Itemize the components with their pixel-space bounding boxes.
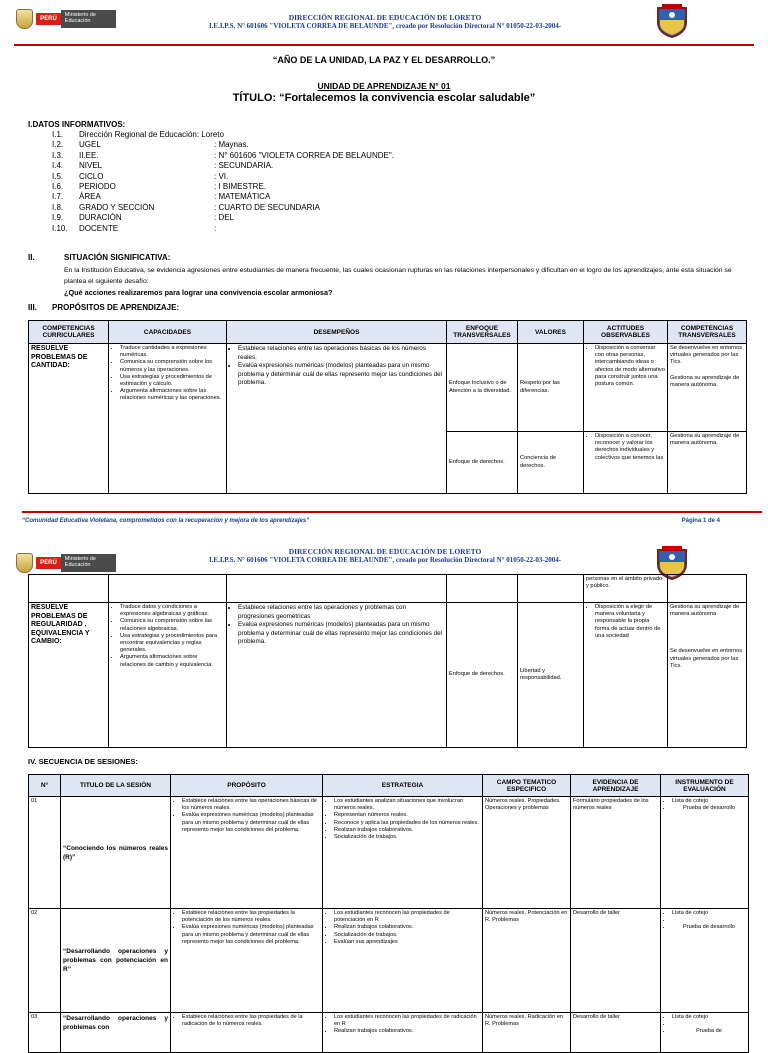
col-desempenos: DESEMPEÑOS bbox=[227, 321, 447, 344]
sesion-proposito-item: • Establece relaciones entre las propiedades de la radicación de lo números reales. bbox=[182, 1014, 320, 1028]
capacidad-item: • Traduce datos y condiciones a expresiones algebraicas y gráficas. bbox=[120, 604, 224, 618]
col-competencias: COMPETENCIAS CURRICULARES bbox=[29, 321, 109, 344]
sesion-row bbox=[29, 797, 749, 909]
enfoque-derechos-2: Enfoque de derechos. bbox=[447, 603, 518, 748]
col-enfoque: ENFOQUE TRANSVERSALES bbox=[447, 321, 518, 344]
datos-row-label: UGEL bbox=[79, 140, 101, 150]
datos-row bbox=[52, 130, 394, 140]
sesion-estrategia-item: • Los estudiantes reconocen las propiedades de potenciación en R bbox=[334, 910, 480, 924]
datos-row-value: : MATEMÁTICA bbox=[214, 192, 271, 202]
page-header bbox=[0, 0, 768, 44]
sesion-row bbox=[29, 1013, 749, 1053]
sesion-instrumento-list bbox=[663, 1014, 746, 1036]
datos-row-number: I.9. bbox=[52, 213, 64, 223]
actitud-derechos-text: • Disposición a conocer, reconocer y valorar los derechos individuales y colectivos que tenemos las bbox=[595, 433, 665, 462]
enfoque-inclusivo: Enfoque Inclusivo o de Atención a la diversidad. bbox=[447, 344, 518, 432]
comp-transversal-gestiona: Gestiona su aprendizaje de manera autónoma. bbox=[670, 374, 740, 388]
sesion-instrumento-item: • Prueba de desarrollo bbox=[672, 924, 746, 931]
valor-libertad: Libertad y responsabilidad. bbox=[518, 603, 584, 748]
sesion-estrategia-item: • Socialización de trabajos. bbox=[334, 932, 480, 939]
sesion-instrumento-item: • Lista de cotejo bbox=[672, 910, 746, 917]
actitud-elegir bbox=[584, 603, 668, 748]
sesion-instrumento bbox=[661, 797, 749, 909]
sesion-estrategia-item: • Realizan trabajos colaborativos. bbox=[334, 924, 480, 931]
cont-empty-5 bbox=[518, 575, 584, 603]
capacidades-regularidad bbox=[109, 603, 227, 748]
actitud-conversar bbox=[584, 344, 668, 432]
col-comp-transversales: COMPETENCIAS TRANSVERSALES bbox=[668, 321, 747, 344]
situacion-num: II. bbox=[28, 253, 35, 262]
datos-row bbox=[52, 140, 394, 150]
datos-row-number: I.4. bbox=[52, 161, 64, 171]
datos-row bbox=[52, 151, 394, 161]
col-actitudes: ACTITUDES OBSERVABLES bbox=[584, 321, 668, 344]
desempeno-item: • Evalúa expresiones numéricas (modelos) planteadas para un mismo problema y determinar cuál de ellas represento mejor las condiciones del problema. bbox=[238, 362, 444, 388]
situacion-question: ¿Qué acciones realizaremos para lograr una convivencia escolar armoniosa? bbox=[64, 288, 333, 297]
datos-row-value: : N° 601606 "VIOLETA CORREA DE BELAUNDE". bbox=[214, 150, 394, 160]
sesion-titulo: “Desarrollando operaciones y problemas con bbox=[61, 1013, 171, 1053]
sesion-proposito-list bbox=[173, 910, 320, 946]
actitud-conversar-text: • Disposición a conversar con otras personas, intercambiando ideas o afectos de modo alternativo para construir juntos una postura común. bbox=[595, 345, 665, 388]
sesion-estrategia-item: • Los estudiantes analizan situaciones que involucran números reales. bbox=[334, 798, 480, 812]
header-title-line1: DIRECCIÓN REGIONAL DE EDUCACIÓN DE LORETO bbox=[288, 547, 482, 556]
datos-row bbox=[52, 172, 394, 182]
datos-row bbox=[52, 192, 394, 202]
header-title bbox=[150, 14, 620, 30]
datos-row-value: : bbox=[214, 223, 217, 233]
col-estrategia: ESTRATEGIA bbox=[323, 775, 483, 797]
sesion-evidencia: Desarrollo de taller bbox=[571, 1013, 661, 1053]
sesion-instrumento bbox=[661, 1013, 749, 1053]
sesion-instrumento-list bbox=[663, 798, 746, 812]
sesion-campo: Números reales. Radicación en R. Problemas bbox=[483, 1013, 571, 1053]
sesion-campo: Números reales. Potenciación en R. Problemas bbox=[483, 909, 571, 1013]
peru-shield-icon bbox=[16, 553, 33, 573]
header-title-line2: I.E.I.P.S. N° 601606 "VIOLETA CORREA DE BELAUNDE", creado por Resolución Directoral N° 01050-22-03-2004- bbox=[208, 556, 562, 564]
datos-row-label: GRADO Y SECCIÓN bbox=[79, 202, 155, 212]
datos-row-value: : SECUNDARIA. bbox=[214, 161, 274, 171]
datos-row-value: : Maynas. bbox=[214, 140, 249, 150]
propositos-table bbox=[28, 320, 747, 494]
datos-row-label: NIVEL bbox=[79, 161, 103, 171]
cont-empty-7 bbox=[668, 575, 747, 603]
sesion-estrategia-item: • Realizan trabajos colaborativos. bbox=[334, 1028, 480, 1035]
sesion-instrumento bbox=[661, 909, 749, 1013]
propositos-table-cont bbox=[28, 574, 747, 748]
cont-empty-1 bbox=[29, 575, 109, 603]
datos-row bbox=[52, 203, 394, 213]
capacidad-item: • Comunica su comprensión sobre los números y las operaciones. bbox=[120, 359, 224, 373]
col-valores: VALORES bbox=[518, 321, 584, 344]
sesion-instrumento-item: • Lista de cotejo bbox=[672, 1014, 746, 1021]
capacidades-cantidad bbox=[109, 344, 227, 494]
footer-motto: “Comunidad Educativa Violetana, comprometidos con la recuperación y mejora de los aprendizajes” bbox=[22, 518, 310, 524]
minedu-logo-2 bbox=[16, 552, 116, 574]
sesion-proposito-list bbox=[173, 798, 320, 834]
capacidad-item: • Argumenta afirmaciones sobre las relaciones numéricas y las operaciones. bbox=[120, 388, 224, 402]
unidad-title: TÍTULO: “Fortalecemos la convivencia escolar saludable” bbox=[232, 92, 536, 104]
sesion-proposito-item: • Evalúa expresiones numéricas (modelos) planteadas para un mismo problema y determinar cuál de ellas represento mejor las condiciones del problema. bbox=[182, 812, 320, 834]
col-campo: CAMPO TEMATICO ESPECIFICO bbox=[483, 775, 571, 797]
comp-transversal-tics-2: Se desenvuelve en entornos virtuales generados por las Tics. bbox=[670, 648, 743, 669]
datos-row-label: DURACIÓN bbox=[79, 213, 122, 223]
competencia-regularidad: RESUELVE PROBLEMAS DE REGULARIDAD , EQUIVALENCIA Y CAMBIO: bbox=[29, 603, 109, 748]
comp-transversal-gestiona-2: Gestiona su aprendizaje de manera autónoma bbox=[670, 604, 740, 618]
year-motto: “AÑO DE LA UNIDAD, LA PAZ Y EL DESARROLLO.” bbox=[272, 55, 496, 65]
desempenos-cantidad bbox=[227, 344, 447, 494]
situacion-text: En la Institución Educativa, se evidencia agresiones entre estudiantes de manera frecuente, las cuales ocasionan rupturas en las relaciones interpersonales y dificultan en el logro de los aprendizajes, ante esta situación se plantea el siguiente desafío: bbox=[64, 267, 732, 285]
datos-row-value: : DEL bbox=[214, 213, 235, 223]
page-2 bbox=[0, 534, 768, 1035]
sesion-proposito bbox=[171, 1013, 323, 1053]
cont-empty-3 bbox=[227, 575, 447, 603]
sesion-instrumento-item: • Prueba de desarrollo bbox=[672, 805, 746, 812]
page-footer bbox=[22, 511, 762, 524]
peru-shield-icon bbox=[16, 9, 33, 29]
datos-row-label: II.EE. bbox=[79, 150, 99, 160]
sesion-instrumento-item bbox=[672, 1021, 746, 1028]
school-crest-icon bbox=[654, 2, 690, 38]
footer-page-number: Página 1 de 4 bbox=[681, 518, 720, 524]
capacidad-item: • Usa estrategias y procedimientos de estimación y cálculo. bbox=[120, 374, 224, 388]
datos-row-label: Dirección Regional de Educación: Loreto bbox=[79, 130, 224, 139]
cont-empty-2 bbox=[109, 575, 227, 603]
datos-row-label: DOCENTE bbox=[79, 223, 119, 233]
col-instrumento: INSTRUMENTO DE EVALUACIÓN bbox=[661, 775, 749, 797]
sesion-estrategia bbox=[323, 909, 483, 1013]
col-capacidades: CAPACIDADES bbox=[109, 321, 227, 344]
desempeno-item: • Establece relaciones entre las operaciones y problemas con progresiones geométricas bbox=[238, 604, 444, 621]
capacidad-item: • Comunica su comprensión sobre las relaciones algebraicas. bbox=[120, 618, 224, 632]
datos-row bbox=[52, 213, 394, 223]
datos-row-value: : I BIMESTRE. bbox=[214, 181, 267, 191]
datos-row-value: : CUARTO DE SECUNDARIA bbox=[214, 202, 320, 212]
capacidad-item: • Usa estrategias y procedimientos para encontrar equivalencias y reglas generales. bbox=[120, 633, 224, 655]
capacidad-item: • Traduce cantidades a expresiones numéricas. bbox=[120, 345, 224, 359]
sesion-instrumento-list bbox=[663, 910, 746, 932]
col-numero: N° bbox=[29, 775, 61, 797]
datos-row-number: I.10. bbox=[52, 223, 68, 233]
col-evidencia: EVIDENCIA DE APRENDIZAJE bbox=[571, 775, 661, 797]
sesion-proposito bbox=[171, 909, 323, 1013]
desempeno-item: • Evalúa expresiones numéricas (modelos) planteadas para un mismo problema y determinar cuál de ellas represento mejor las condiciones del problema. bbox=[238, 621, 444, 647]
col-proposito: PROPÓSITO bbox=[171, 775, 323, 797]
competencia-cantidad: RESUELVE PROBLEMAS DE CANTIDAD: bbox=[29, 344, 109, 494]
datos-row-number: I.2. bbox=[52, 140, 64, 150]
comp-transversal-2: Gestiona su aprendizaje de manera autónoma. bbox=[668, 432, 747, 494]
datos-row-label: ÁREA bbox=[79, 192, 101, 202]
sesiones-body bbox=[29, 797, 749, 1053]
sesion-campo: Números reales. Propiedades. Operaciones y problemas bbox=[483, 797, 571, 909]
comp-transversal-tics: Se desenvuelve en entornos virtuales generados por las Tics. bbox=[670, 345, 743, 366]
situacion-heading: SITUACIÓN SIGNIFICATIVA: bbox=[64, 253, 171, 262]
sesion-evidencia: Desarrollo de taller bbox=[571, 909, 661, 1013]
actitud-derechos bbox=[584, 432, 668, 494]
datos-row-number: I.8. bbox=[52, 202, 64, 212]
datos-row-number: I.3. bbox=[52, 150, 64, 160]
peru-label: PERÚ bbox=[36, 557, 61, 569]
actitud-elegir-text: • Disposición a elegir de manera voluntaria y responsable la propia forma de actuar dentro de una sociedad bbox=[595, 604, 665, 640]
propositos-heading: PROPÓSITOS DE APRENDIZAJE: bbox=[52, 303, 180, 312]
sesion-estrategia-item: • Reconoce y aplica las propiedades de los números reales. bbox=[334, 820, 480, 827]
sesion-proposito-item: • Establece relaciones entre las operaciones básicas de los números reales. bbox=[182, 798, 320, 812]
header-title-line2: I.E.I.P.S. N° 601606 "VIOLETA CORREA DE BELAUNDE", creado por Resolución Directoral N° 01050-22-03-2004- bbox=[208, 22, 562, 30]
datos-row-number: I.7. bbox=[52, 192, 64, 202]
propositos-num: III. bbox=[28, 303, 37, 312]
header-title-2 bbox=[150, 548, 620, 564]
col-titulo: TITULO DE LA SESIÓN bbox=[61, 775, 171, 797]
datos-row-label: PERIODO bbox=[79, 181, 116, 191]
ministerio-label: Ministerio de Educación bbox=[61, 10, 116, 28]
valor-respeto: Respeto por las diferencias. bbox=[518, 344, 584, 432]
datos-row bbox=[52, 224, 394, 234]
enfoque-derechos: Enfoque de derechos. bbox=[447, 432, 518, 494]
header-title-line1: DIRECCIÓN REGIONAL DE EDUCACIÓN DE LORETO bbox=[288, 13, 482, 22]
sesion-estrategia-list bbox=[325, 910, 480, 946]
situacion-body bbox=[64, 265, 744, 298]
datos-heading: I.DATOS INFORMATIVOS: bbox=[28, 120, 126, 129]
comp-transversal-1 bbox=[668, 344, 747, 432]
sesion-titulo: “Desarrollando operaciones y problemas con potenciación en R” bbox=[61, 909, 171, 1013]
datos-row bbox=[52, 182, 394, 192]
sesion-instrumento-item: • Lista de cotejo bbox=[672, 798, 746, 805]
unidad-heading: UNIDAD DE APRENDIZAJE N° 01 bbox=[317, 81, 451, 91]
sesion-proposito bbox=[171, 797, 323, 909]
datos-row-number: I.6. bbox=[52, 181, 64, 191]
sesion-estrategia bbox=[323, 797, 483, 909]
sesion-estrategia bbox=[323, 1013, 483, 1053]
header-rule bbox=[14, 44, 754, 46]
sesion-numero: 03 bbox=[29, 1013, 61, 1053]
datos-row-number: I.5. bbox=[52, 171, 64, 181]
ministerio-label: Ministerio de Educación bbox=[61, 554, 116, 572]
sesion-proposito-list bbox=[173, 1014, 320, 1028]
sesion-estrategia-item: • Evalúan sus aprendizajes bbox=[334, 939, 480, 946]
sesion-numero: 02 bbox=[29, 909, 61, 1013]
datos-row-value: : VI. bbox=[214, 171, 229, 181]
sesion-instrumento-item bbox=[672, 917, 746, 924]
sesion-estrategia-item: • Realizan trabajos colaborativos. bbox=[334, 827, 480, 834]
desempeno-item: • Establece relaciones entre las operaciones básicas de los números reales. bbox=[238, 345, 444, 362]
sesiones-heading: IV. SECUENCIA DE SESIONES: bbox=[28, 757, 138, 766]
valor-conciencia: Conciencia de derechos. bbox=[518, 432, 584, 494]
datos-list bbox=[52, 130, 394, 234]
datos-row bbox=[52, 161, 394, 171]
datos-row-number: I.1. bbox=[52, 130, 64, 139]
capacidad-item: • Argumenta afirmaciones sobre relaciones de cambio y equivalencia. bbox=[120, 654, 224, 668]
peru-label: PERÚ bbox=[36, 13, 61, 25]
minedu-logo bbox=[16, 8, 116, 30]
sesion-numero: 01 bbox=[29, 797, 61, 909]
sesion-titulo: “Conociendo los números reales (R)” bbox=[61, 797, 171, 909]
actitud-derechos-cont: personas en el ámbito privado y público. bbox=[584, 575, 668, 603]
sesiones-table bbox=[28, 774, 749, 1053]
sesion-instrumento-item: • Prueba de bbox=[672, 1028, 746, 1035]
sesion-row bbox=[29, 909, 749, 1013]
sesion-proposito-item: • Evalúa expresiones numéricas (modelos) planteadas para un mismo problema y determinar cuál de ellas represento mejor las condiciones del problema. bbox=[182, 924, 320, 946]
datos-row-label: CICLO bbox=[79, 171, 104, 181]
sesion-proposito-item: • Establece relaciones entre las propiedades la potenciación de los números reales. bbox=[182, 910, 320, 924]
sesion-estrategia-item: • Los estudiantes reconocen las propiedades de radicación en R bbox=[334, 1014, 480, 1028]
sesion-estrategia-list bbox=[325, 1014, 480, 1036]
sesion-evidencia: Formulario propiedades de los números reales bbox=[571, 797, 661, 909]
desempenos-regularidad bbox=[227, 603, 447, 748]
sesion-estrategia-item: • Socialización de trabajos. bbox=[334, 834, 480, 841]
cont-empty-4 bbox=[447, 575, 518, 603]
sesion-estrategia-item: • Representan números reales. bbox=[334, 812, 480, 819]
sesion-estrategia-list bbox=[325, 798, 480, 841]
comp-transversal-3 bbox=[668, 603, 747, 748]
